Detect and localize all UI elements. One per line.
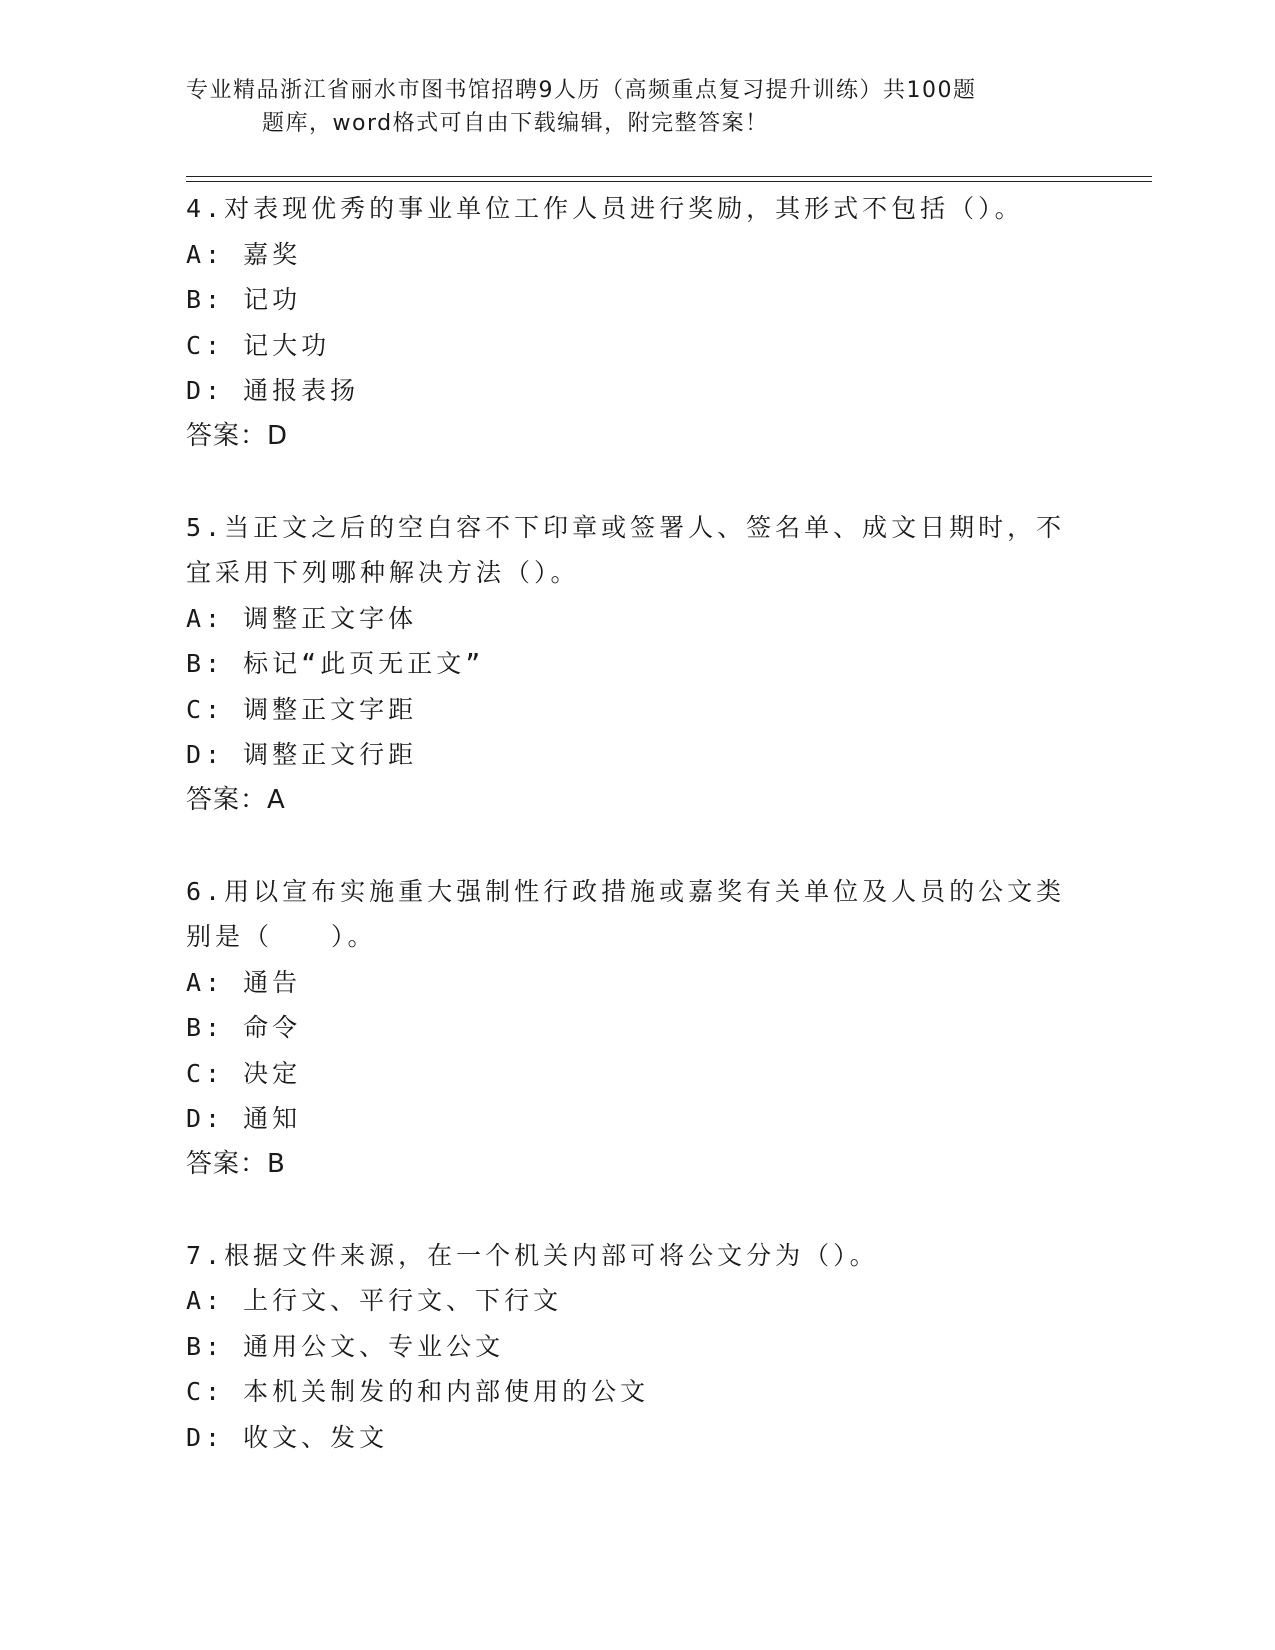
question-stem: 7.根据文件来源，在一个机关内部可将公文分为（）。 — [186, 1240, 879, 1270]
question-6 — [186, 869, 1066, 1188]
header-divider-top — [186, 176, 1152, 177]
question-spacer — [186, 823, 1066, 869]
option-d: D: 收文、发文 — [186, 1422, 389, 1452]
question-stem: 4.对表现优秀的事业单位工作人员进行奖励，其形式不包括（）。 — [186, 194, 1024, 223]
option-a: A: 嘉奖 — [186, 239, 302, 269]
option-d: D: 通报表扬 — [186, 376, 360, 405]
option-c: C: 决定 — [186, 1058, 302, 1088]
question-7 — [186, 1233, 1066, 1461]
option-d: D: 调整正文行距 — [186, 740, 418, 769]
option-c: C: 本机关制发的和内部使用的公文 — [186, 1377, 650, 1406]
question-spacer — [186, 1187, 1066, 1233]
question-4 — [186, 186, 1066, 459]
question-stem: 5.当正文之后的空白容不下印章或签署人、签名单、成文日期时，不 — [186, 512, 1066, 542]
option-c: C: 调整正文字距 — [186, 694, 418, 724]
question-stem-continued: 别是（ ）。 — [186, 922, 377, 951]
answer-line: 答案：A — [186, 784, 286, 815]
document-header — [186, 74, 1086, 140]
option-d: D: 通知 — [186, 1104, 302, 1133]
question-stem: 6.用以宣布实施重大强制性行政措施或嘉奖有关单位及人员的公文类 — [186, 876, 1066, 906]
question-spacer — [186, 459, 1066, 505]
option-c: C: 记大功 — [186, 330, 331, 360]
header-title-line-1: 专业精品浙江省丽水市图书馆招聘9人历（高频重点复习提升训练）共100题 — [186, 78, 977, 103]
answer-line: 答案：D — [186, 420, 289, 451]
option-a: A: 调整正文字体 — [186, 603, 418, 633]
option-b: B: 记功 — [186, 285, 302, 314]
option-a: A: 上行文、平行文、下行文 — [186, 1286, 563, 1315]
header-divider-bottom — [186, 181, 1152, 182]
option-b: B: 通用公文、专业公文 — [186, 1331, 505, 1361]
question-list — [186, 186, 1066, 1460]
header-title-line-2: 题库，word格式可自由下载编辑，附完整答案！ — [262, 111, 769, 136]
answer-line: 答案：B — [186, 1148, 286, 1179]
question-stem-continued: 宜采用下列哪种解决方法（）。 — [186, 558, 580, 587]
question-5 — [186, 505, 1066, 824]
option-a: A: 通告 — [186, 967, 302, 997]
option-b: B: 标记“此页无正文” — [186, 649, 485, 678]
option-b: B: 命令 — [186, 1013, 302, 1042]
